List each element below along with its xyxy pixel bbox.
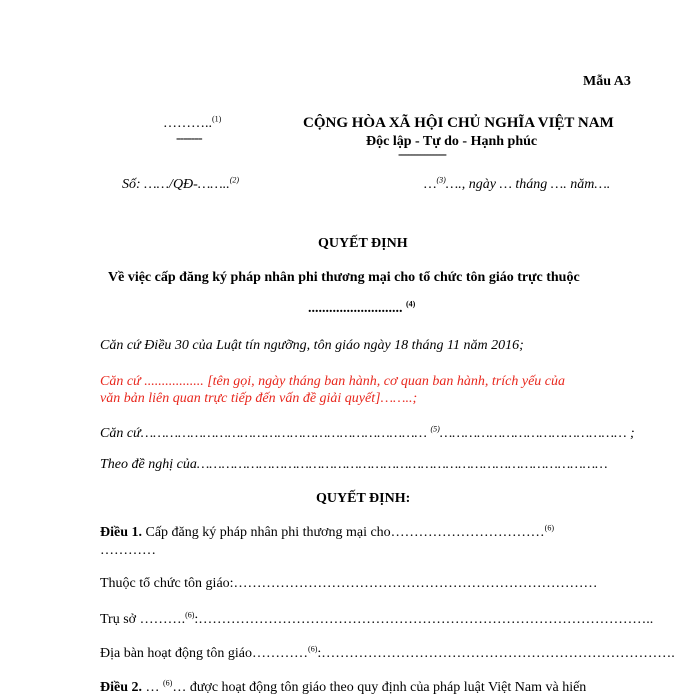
place-date <box>424 177 610 193</box>
article-1-label: Điều 1. <box>100 525 142 540</box>
decision-heading: QUYẾT ĐỊNH: <box>316 491 411 506</box>
article-1-continuation: ………… <box>100 543 156 558</box>
operating-area-label: Địa bàn hoạt động tôn giáo………… <box>100 646 309 661</box>
proposal-by: Theo đề nghị của……………………………………………………………………………………… <box>100 457 608 472</box>
operating-area-line <box>100 646 675 662</box>
document-title: QUYẾT ĐỊNH <box>318 236 408 251</box>
footnote-ref-2: (2) <box>229 175 240 185</box>
article-2-label: Điều 2. <box>100 680 142 695</box>
subtitle-blank <box>308 301 415 317</box>
footnote-ref-3: (3) <box>436 175 446 185</box>
basis-related-doc-line1: Căn cứ ................. [tên gọi, ngày tháng ban hành, cơ quan ban hành, trích yếu của <box>100 374 566 389</box>
document-subtitle: Về việc cấp đăng ký pháp nhân phi thương mại cho tổ chức tôn giáo trực thuộc <box>108 270 580 285</box>
national-motto: Độc lập - Tự do - Hạnh phúc <box>366 134 538 149</box>
basis-related-doc-line2: văn bản liên quan trực tiếp đến vấn đề giải quyết]……..; <box>100 391 418 406</box>
footnote-ref-6c: (6) <box>308 644 318 654</box>
footnote-ref-6a: (6) <box>544 523 554 533</box>
basis-other-dots-b: ……………………………………… ; <box>439 426 635 441</box>
motto-underline: --------------- <box>398 147 446 162</box>
article-2-text: … được hoạt động tôn giáo theo quy định của pháp luật Việt Nam và hiến <box>172 680 587 695</box>
issuing-org <box>163 116 221 132</box>
footnote-ref-6b: (6) <box>185 610 195 620</box>
footnote-ref-1: (1) <box>212 114 222 124</box>
footnote-ref-5: (5) <box>430 424 440 434</box>
religious-org-line: Thuộc tổ chức tôn giáo:…………………………………………………………………… <box>100 576 598 591</box>
basis-other <box>100 426 635 442</box>
headquarters-dots: :…………………………………………………………………………………….. <box>194 612 654 627</box>
operating-area-dots: :…………………………………………………………………. <box>317 646 675 661</box>
subtitle-blank-dots: ........................... <box>308 301 403 316</box>
footnote-ref-6d: (6) <box>163 678 173 688</box>
article-2 <box>100 680 586 696</box>
place-prefix: … <box>424 177 437 192</box>
headquarters-label: Trụ sở ………. <box>100 612 186 627</box>
basis-other-dots-a: Căn cứ…………………………………………………………… <box>100 426 427 441</box>
country-name: CỘNG HÒA XÃ HỘI CHỦ NGHĨA VIỆT NAM <box>303 115 614 131</box>
headquarters-line <box>100 612 653 628</box>
issuing-org-underline: ------- <box>176 131 202 146</box>
form-code: Mẫu A3 <box>583 74 631 89</box>
basis-law: Căn cứ Điều 30 của Luật tín ngưỡng, tôn giáo ngày 18 tháng 11 năm 2016; <box>100 338 524 353</box>
decision-number-label: Số: ……/QĐ-…….. <box>122 177 230 192</box>
article-1-text: Cấp đăng ký pháp nhân phi thương mại cho…………………………… <box>142 525 545 540</box>
footnote-ref-4: (4) <box>406 299 416 309</box>
place-date-text: …., ngày … tháng …. năm…. <box>445 177 611 192</box>
decision-number <box>122 177 239 193</box>
article-1 <box>100 525 554 541</box>
issuing-org-placeholder: ……….. <box>163 116 212 131</box>
article-2-prefix: … <box>142 680 160 695</box>
